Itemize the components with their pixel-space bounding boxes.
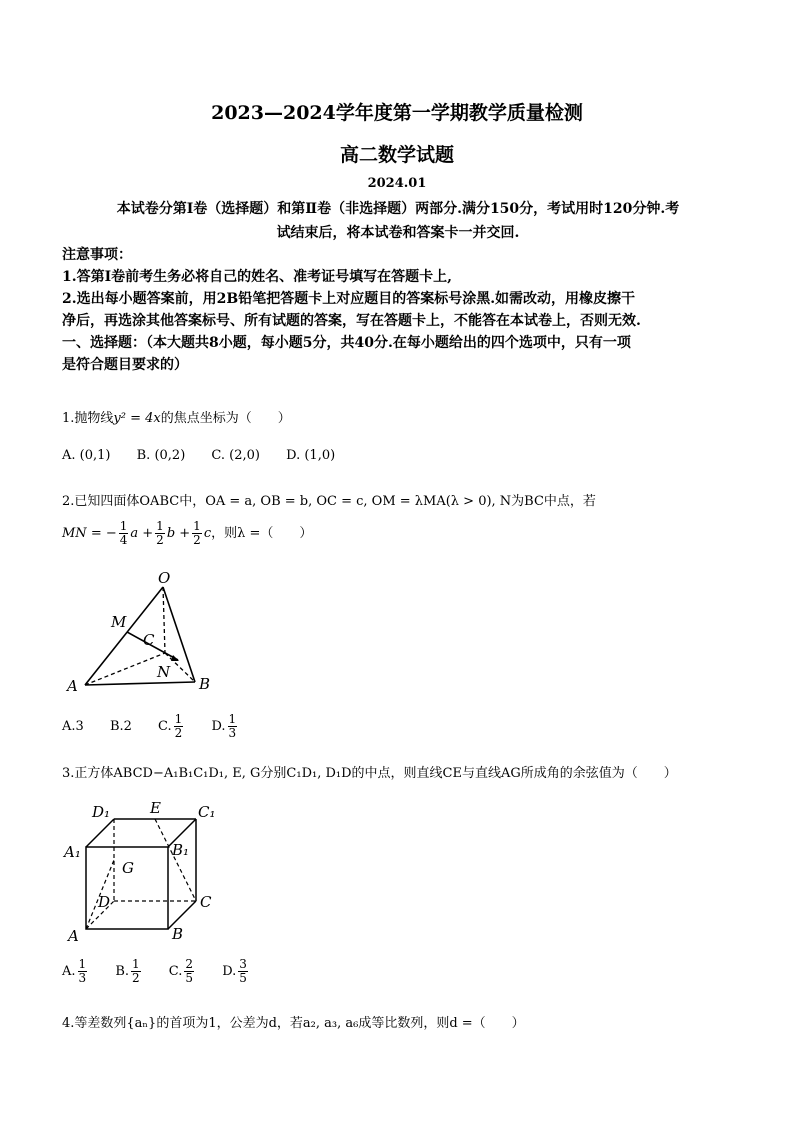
label-c: C xyxy=(200,893,212,911)
exam-intro xyxy=(62,197,734,245)
label-o: O xyxy=(158,569,171,587)
edge-a1d1 xyxy=(86,819,114,847)
q3-options xyxy=(62,958,272,985)
question-4 xyxy=(62,1012,525,1031)
q2-option-b[interactable]: B.2 xyxy=(109,719,132,734)
q2-line-1: 2.已知四面体OABC中，OA = a, OB = b, OC = c, OM = λMA(λ > 0), N为BC中点，若 xyxy=(62,494,596,509)
q1-option-a[interactable]: A. (0,1) xyxy=(62,448,111,463)
notes-block xyxy=(62,244,734,376)
label-b1: B₁ xyxy=(172,841,190,859)
q4-text: 4.等差数列{aₙ}的首项为1，公差为d，若a₂, a₃, a₆成等比数列，则d =（ ） xyxy=(62,1016,525,1031)
label-a1: A₁ xyxy=(64,843,81,861)
edge-oc xyxy=(163,587,165,653)
label-d: D xyxy=(98,893,111,911)
exam-date: 2024.01 xyxy=(367,176,427,191)
q2-line-2: MN = − $\frac{1}{4}$ a + $\frac{1}{2}$ b + $\frac{1}{2}$ c，则λ =（ ） xyxy=(62,519,313,547)
q2-fraction-half-1: $\frac{1}{2}$ xyxy=(156,519,164,547)
label-c: C xyxy=(143,631,155,649)
intro-line-1: 本试卷分第Ⅰ卷（选择题）和第Ⅱ卷（非选择题）两部分.满分150分，考试用时120分钟.考 xyxy=(116,201,680,217)
q2-option-d[interactable]: D. $\frac{1}{3}$ xyxy=(211,712,237,740)
q1-equation: y² = 4x xyxy=(113,411,161,426)
question-3 xyxy=(62,762,677,781)
label-d1: D₁ xyxy=(92,803,111,821)
exam-title: 2023—2024学年度第一学期教学质量检测 xyxy=(211,102,583,124)
question-1 xyxy=(62,407,291,426)
q2-fraction-half-2: $\frac{1}{2}$ xyxy=(193,519,201,547)
segment-ec xyxy=(155,819,196,901)
arrow-head xyxy=(171,655,179,661)
q3-option-d[interactable]: D. $\frac{3}{5}$ xyxy=(222,957,247,985)
exam-subtitle: 高二数学试题 xyxy=(339,144,454,166)
label-n: N xyxy=(157,663,171,681)
notes-heading: 注意事项： xyxy=(62,247,132,263)
label-g: G xyxy=(122,859,134,877)
label-e: E xyxy=(150,799,161,817)
q1-option-d[interactable]: D. (1,0) xyxy=(286,448,336,463)
section-1-line-1: 一、选择题：（本大题共8小题，每小题5分，共40分.在每小题给出的四个选项中，只有一项 xyxy=(62,335,631,351)
notes-item-2-line-1: 2.选出每小题答案前，用2B铅笔把答题卡上对应题目的答案标号涂黑.如需改动，用橡皮擦干 xyxy=(62,291,636,307)
notes-item-2-line-2: 净后，再选涂其他答案标号、所有试题的答案，写在答题卡上，不能答在本试卷上，否则无效. xyxy=(62,313,641,329)
q2-line-2-suffix: ，则λ =（ ） xyxy=(211,526,313,541)
q2-mn-prefix: MN = − xyxy=(62,526,117,541)
q1-options xyxy=(62,448,357,463)
intro-line-2: 试结束后，将本试卷和答案卡一并交回. xyxy=(276,225,520,241)
label-a: A xyxy=(68,927,79,945)
edge-ab xyxy=(85,682,195,685)
q2-options xyxy=(62,713,261,740)
label-a: A xyxy=(67,677,78,695)
q3-option-b[interactable]: B. $\frac{1}{2}$ xyxy=(115,957,140,985)
label-b: B xyxy=(199,675,211,693)
question-2 xyxy=(62,490,596,509)
q3-option-a[interactable]: A. $\frac{1}{3}$ xyxy=(62,957,87,985)
q1-option-c[interactable]: C. (2,0) xyxy=(211,448,260,463)
q2-option-c[interactable]: C. $\frac{1}{2}$ xyxy=(158,712,183,740)
q2-option-a[interactable]: A.3 xyxy=(62,719,84,734)
section-1-line-2: 是符合题目要求的） xyxy=(62,357,188,373)
notes-item-1: 1.答第Ⅰ卷前考生务必将自己的姓名、准考证号填写在答题卡上, xyxy=(62,269,453,285)
q1-prefix: 1.抛物线 xyxy=(62,411,114,426)
label-c1: C₁ xyxy=(198,803,216,821)
label-b: B xyxy=(172,925,184,943)
q1-suffix: 的焦点坐标为（ ） xyxy=(160,411,291,426)
cube-figure xyxy=(58,797,228,947)
tetrahedron-figure xyxy=(55,565,225,700)
q1-option-b[interactable]: B. (0,2) xyxy=(136,448,186,463)
q2-fraction-quarter: $\frac{1}{4}$ xyxy=(119,519,128,547)
q3-option-c[interactable]: C. $\frac{2}{5}$ xyxy=(168,957,194,985)
label-m: M xyxy=(111,613,127,631)
q3-text: 3.正方体ABCD−A₁B₁C₁D₁, E, G分别C₁D₁, D₁D的中点，则直线CE与直线AG所成角的余弦值为（ ） xyxy=(62,766,677,781)
